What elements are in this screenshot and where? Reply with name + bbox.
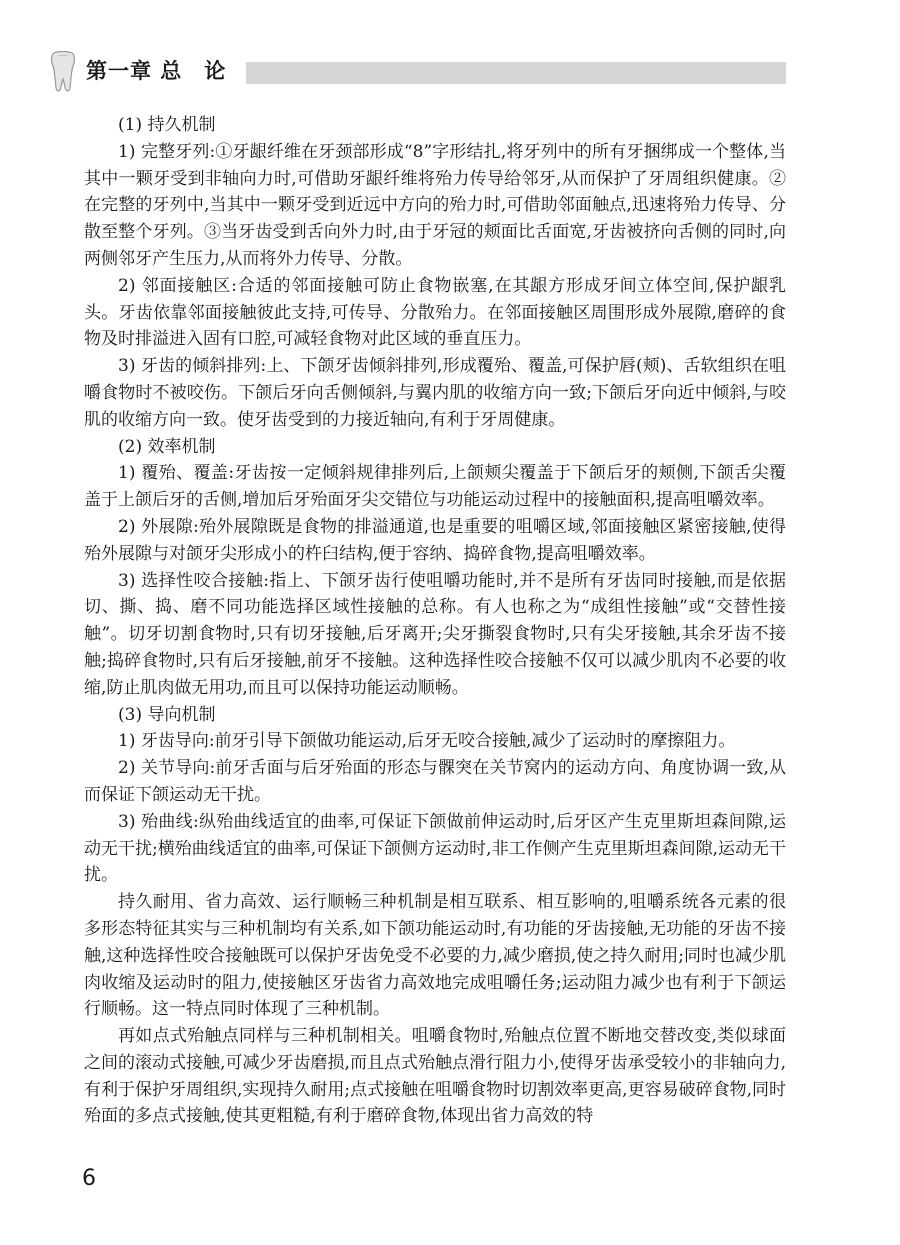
paragraph: 3) 选择性咬合接触:指上、下颌牙齿行使咀嚼功能时,并不是所有牙齿同时接触,而是依据切、撕、捣、磨不同功能选择区域性接触的总称。有人也称之为“成组性接触”或“交替性接触”。切牙切割食物时,只有切牙接触,后牙离开;尖牙撕裂食物时,只有尖牙接触,其余牙齿不接触;捣碎食物时,只有后牙接触,前牙不接触。这种选择性咬合接触不仅可以减少肌肉不必要的收缩,防止肌肉做无用功,而且可以保持功能运动顺畅。 [84,570,786,698]
paragraph: 1) 牙齿导向:前牙引导下颌做功能运动,后牙无咬合接触,减少了运动时的摩擦阻力。 [118,731,736,752]
tooth-icon [48,50,78,94]
paragraph: 1) 完整牙列:①牙龈纤维在牙颈部形成“8”字形结扎,将牙列中的所有牙捆绑成一个整体,当其中一颗牙受到非轴向力时,可借助牙龈纤维将殆力传导给邻牙,从而保护了牙周组织健康。②在完整的牙列中,当其中一颗牙受到近远中方向的殆力时,可借助邻面触点,迅速将殆力传导、分散至整个牙列。③当牙齿受到舌向外力时,由于牙冠的颊面比舌面宽,牙齿被挤向舌侧的同时,向两侧邻牙产生压力,从而将外力传导、分散。 [84,141,786,269]
running-header [48,50,848,94]
chapter-title: 第一章 总 论 [86,59,227,83]
section-heading: (2) 效率机制 [118,436,216,457]
paragraph: 3) 殆曲线:纵殆曲线适宜的曲率,可保证下颌做前伸运动时,后牙区产生克里斯坦森间隙,运动无干扰;横殆曲线适宜的曲率,可保证下颌侧方运动时,非工作侧产生克里斯坦森间隙,运动无干扰。 [84,811,786,886]
header-bar [246,62,786,84]
body-text [84,112,786,1152]
paragraph: 再如点式殆触点同样与三种机制相关。咀嚼食物时,殆触点位置不断地交替改变,类似球面之间的滚动式接触,可减少牙齿磨损,而且点式殆触点滑行阻力小,使得牙齿承受较小的非轴向力,有利于保护牙周组织,实现持久耐用;点式接触在咀嚼食物时切割效率更高,更容易破碎食物,同时殆面的多点式接触,使其更粗糙,有利于磨碎食物,体现出省力高效的特 [84,1026,786,1127]
paragraph: 2) 外展隙:殆外展隙既是食物的排溢通道,也是重要的咀嚼区域,邻面接触区紧密接触,使得殆外展隙与对颌牙尖形成小的杵臼结构,便于容纳、捣碎食物,提高咀嚼效率。 [84,516,786,564]
section-heading: (1) 持久机制 [118,115,216,135]
paragraph: 2) 邻面接触区:合适的邻面接触可防止食物嵌塞,在其龈方形成牙间立体空间,保护龈乳头。牙齿依靠邻面接触彼此支持,可传导、分散殆力。在邻面接触区周围形成外展隙,磨碎的食物及时排溢进入固有口腔,可减轻食物对此区域的垂直压力。 [84,275,786,350]
page-number: 6 [82,1166,96,1191]
section-heading: (3) 导向机制 [118,704,216,725]
paragraph: 2) 关节导向:前牙舌面与后牙殆面的形态与髁突在关节窝内的运动方向、角度协调一致,从而保证下颌运动无干扰。 [84,758,786,805]
paragraph: 3) 牙齿的倾斜排列:上、下颌牙齿倾斜排列,形成覆殆、覆盖,可保护唇(颊)、舌软组织在咀嚼食物时不被咬伤。下颌后牙向舌侧倾斜,与翼内肌的收缩方向一致;下颌后牙向近中倾斜,与咬肌的收缩方向一致。使牙齿受到的力接近轴向,有利于牙周健康。 [84,356,786,430]
paragraph: 1) 覆殆、覆盖:牙齿按一定倾斜规律排列后,上颌颊尖覆盖于下颌后牙的颊侧,下颌舌尖覆盖于上颌后牙的舌侧,增加后牙殆面牙尖交错位与功能运动过程中的接触面积,提高咀嚼效率。 [84,463,786,511]
paragraph: 持久耐用、省力高效、运行顺畅三种机制是相互联系、相互影响的,咀嚼系统各元素的很多形态特征其实与三种机制均有关系,如下颌功能运动时,有功能的牙齿接触,无功能的牙齿不接触,这种选择性咬合接触既可以保护牙齿免受不必要的力,减少磨损,使之持久耐用;同时也减少肌肉收缩及运动时的阻力,使接触区牙齿省力高效地完成咀嚼任务;运动阻力减少也有利于下颌运行顺畅。这一特点同时体现了三种机制。 [84,892,786,1020]
